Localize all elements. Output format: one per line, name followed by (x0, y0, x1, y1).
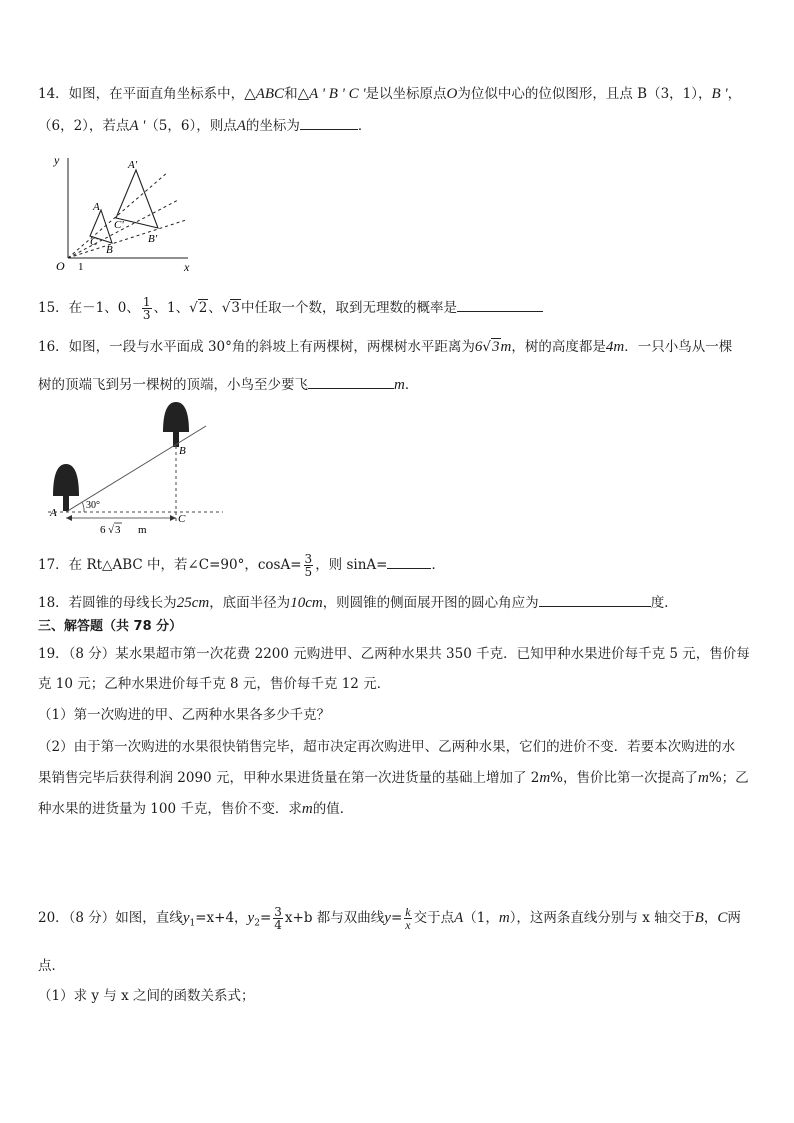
q16-line-2: 树的顶端飞到另一棵树的顶端，小鸟至少要飞 m． (38, 374, 418, 395)
a-label: A (93, 201, 100, 213)
sqrt-three: √3 (221, 300, 240, 316)
answer-blank (308, 374, 394, 389)
b-prime-label: B' (148, 233, 158, 245)
tick-one-label: 1 (78, 261, 84, 272)
length-root: √ (108, 524, 115, 536)
a-prime-label: A' (128, 159, 138, 171)
q19-part-2-line-1: （2）由于第一次购进的水果很快销售完毕，超市决定再次购进甲、乙两种水果，它们的进价不变．若要本次购进的水 (38, 739, 736, 755)
section-heading: 三、解答题（共 78 分） (38, 619, 183, 634)
sqrt-two: √2 (189, 300, 208, 316)
answer-blank (539, 592, 651, 607)
length-coef: 6 (100, 524, 106, 536)
fraction-three-fifths: $\frac{3}{5}$ (304, 552, 313, 579)
b-label: B (106, 244, 113, 256)
q14-line-1: 14．如图，在平面直角坐标系中，△ABC和△A ' B ' C '是以坐标原点O为位似中心的位似图形，且点 B（3，1），B '， (38, 86, 742, 102)
q20-part-1: （1）求 y 与 x 之间的函数关系式； (38, 988, 255, 1004)
tree-right (163, 402, 189, 447)
fraction-one-third: $\frac{1}{3}$ (142, 295, 151, 322)
q19-line-1: 19．（8 分）某水果超市第一次花费 2200 元购进甲、乙两种水果共 350 千克．已知甲种水果进价每千克 5 元，售价每 (38, 646, 750, 662)
ray-to-b-prime (68, 220, 186, 258)
c-label: C (90, 236, 98, 248)
origin-label: O (56, 259, 65, 272)
q17-line: 17．在 Rt△ABC 中，若∠C=90°，cosA= $\frac{3}{5}$ ，则 sinA= ． (38, 552, 445, 579)
q15-line: 15．在－1、0、 $\frac{1}{3}$ 、1、√2、√3中任取一个数，取到无理数的概率是 (38, 292, 543, 324)
q14-figure (48, 150, 208, 272)
q19-part-1: （1）第一次购进的甲、乙两种水果各多少千克？ (38, 707, 331, 723)
length-radicand: 3 (115, 524, 121, 536)
angle-arc (82, 502, 84, 512)
q19-part-2-line-3: 种水果的进货量为 100 千克，售价不变．求m的值． (38, 801, 354, 817)
q14-line-2: （6，2），若点A '（5，6），则点A的坐标为 ． (38, 115, 371, 136)
fraction-three-fourths: $\frac{3}{4}$ (274, 905, 282, 932)
answer-blank (387, 554, 431, 569)
q16-line-1: 16．如图，一段与水平面成 30°角的斜坡上有两棵树，两棵树水平距离为6√3m，树的高度都是4m．一只小鸟从一棵 (38, 339, 733, 355)
tree-left (53, 464, 79, 511)
q18-line: 18．若圆锥的母线长为25cm，底面半径为10cm，则圆锥的侧面展开图的圆心角应为 度. (38, 592, 668, 613)
c-label: C (178, 513, 186, 525)
c-prime-label: C' (114, 219, 124, 231)
q20-line-2: 点． (38, 958, 65, 974)
answer-blank (457, 297, 543, 312)
a-label: A (50, 507, 57, 519)
q20-line-1: 20．（8 分）如图，直线$y_1=x+4$，$y_2=$ $\frac{3}{4}$ x+b 都与双曲线y= $\frac{k}{x}$ 交于点A（1，m），这两条直线分别与 x 轴交于B，C两 (38, 905, 741, 932)
y-label: y (54, 153, 60, 167)
fraction-k-over-x: $\frac{k}{x}$ (405, 905, 411, 932)
length-unit: m (138, 524, 147, 536)
q16-figure (48, 398, 238, 538)
b-label: B (179, 445, 186, 457)
answer-blank (300, 115, 358, 130)
q19-line-2: 克 10 元；乙种水果进价每千克 8 元，售价每千克 12 元． (38, 676, 391, 692)
angle-label: 30° (86, 500, 100, 511)
q19-part-2-line-2: 果销售完毕后获得利润 2090 元，甲种水果进货量在第一次进货量的基础上增加了 2m%，售价比第一次提高了m%；乙 (38, 770, 749, 786)
x-label: x (184, 260, 190, 272)
